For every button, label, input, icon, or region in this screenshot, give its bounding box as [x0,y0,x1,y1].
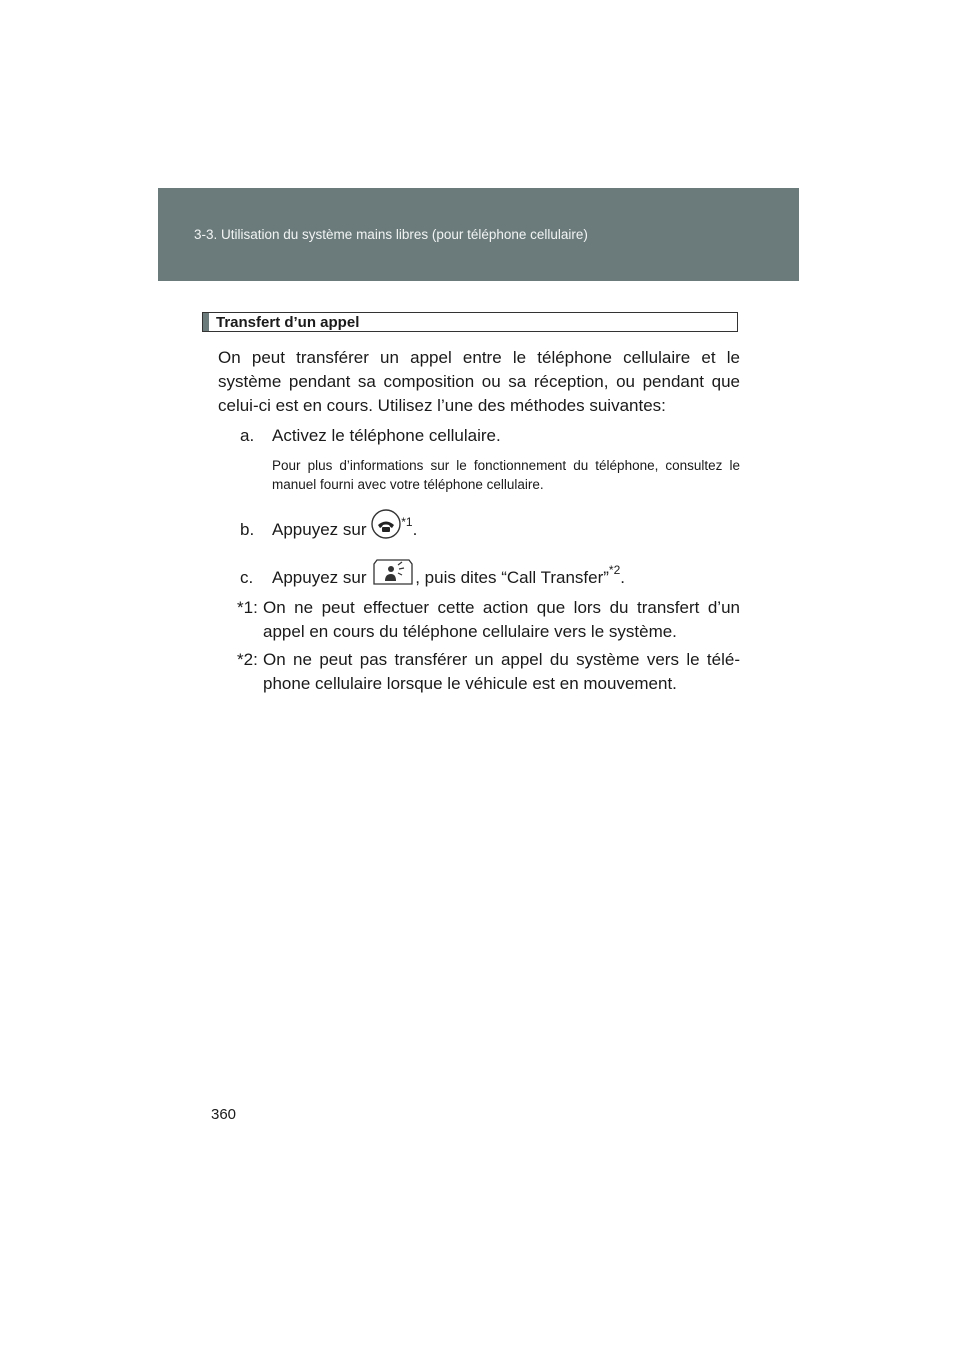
section-marker [203,313,209,331]
breadcrumb: 3-3. Utilisation du système mains libres (pour téléphone cellulaire) [194,227,588,242]
footnote-1-mark: *1: [237,598,258,617]
section-title: Transfert d’un appel [216,314,360,331]
footnote-1-line1: On ne peut effectuer cette action que lors du transfert d’un [263,598,740,617]
step-b-suffix: . [412,519,418,539]
footnote-2-line2: phone cellulaire lorsque le véhicule est en mouvement. [263,674,677,693]
step-c-letter: c. [240,567,254,587]
voice-talk-icon [371,557,415,594]
step-b-prefix: Appuyez sur [272,519,367,539]
step-c-middle: , puis dites “Call Transfer” [415,567,609,587]
step-c-suffix: . [620,567,625,587]
page-number: 360 [211,1106,237,1123]
step-a [240,424,501,448]
intro-paragraph: On peut transférer un appel entre le téléphone cellulaire et le système pendant sa composition ou sa réception, ou pendant que celui-ci est en cours. Utilisez l’une des méthodes suivantes: [218,348,740,415]
step-a-note: Pour plus d’informations sur le fonctionnement du téléphone, consultez le manuel fourni avec votre téléphone cellulaire. [272,458,740,492]
step-b-ref: *1 [401,515,413,530]
section-heading-box [202,312,738,332]
step-c-prefix: Appuyez sur [272,567,367,587]
footnote-2-line1: On ne peut pas transférer un appel du système vers le télé- [263,650,740,669]
footnote-2-mark: *2: [237,650,258,669]
step-c [240,560,625,597]
step-b [240,512,417,549]
footnote-2 [237,648,740,696]
step-c-ref: *2 [608,563,621,578]
step-a-text: Activez le téléphone cellulaire. [272,426,501,445]
phone-handset-icon [371,509,401,546]
footnote-1-line2: appel en cours du téléphone cellulaire vers le système. [263,622,677,641]
step-a-letter: a. [240,426,255,445]
chapter-header [158,188,799,281]
footnote-1 [237,596,740,644]
step-b-letter: b. [240,519,255,539]
